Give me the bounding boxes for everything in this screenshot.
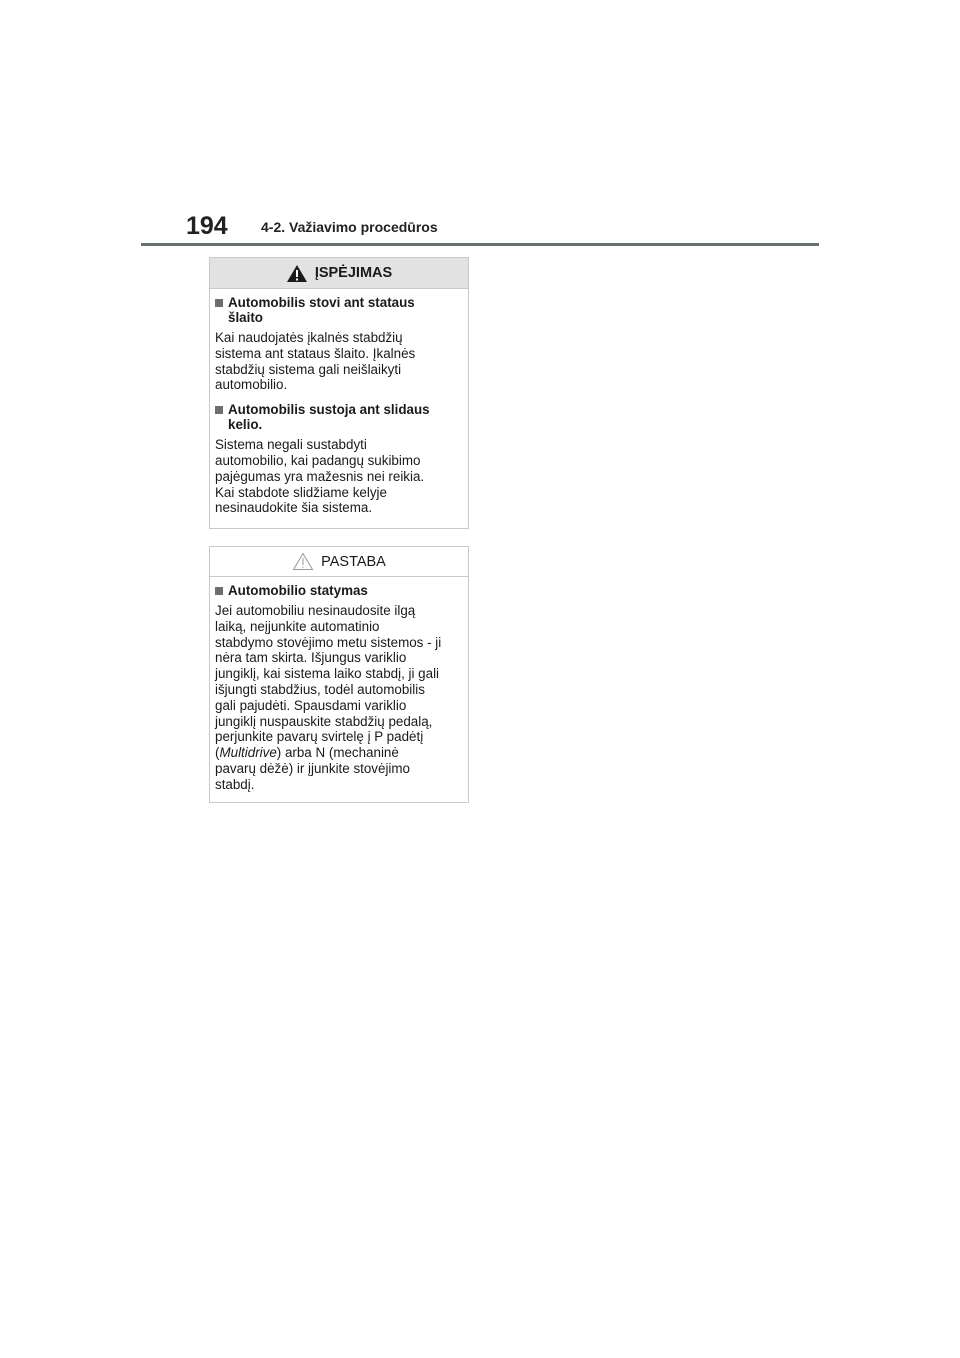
- warning-item-text: Sistema negali sustabdyti automobilio, kai padangų sukibimo pajėgumas yra mažesnis nei reikia. Kai stabdote slidžiame kelyje nesinaudokite šia sistema.: [215, 437, 425, 516]
- header-rule: [141, 243, 819, 246]
- square-bullet-icon: [215, 299, 223, 307]
- note-text-italic: Multidrive: [219, 745, 277, 761]
- warning-item-heading-text: Automobilis stovi ant stataus šlaito: [228, 295, 415, 325]
- note-header: [210, 547, 468, 577]
- section-title: 4-2. Važiavimo procedūros: [261, 219, 438, 235]
- warning-triangle-icon: [286, 264, 308, 283]
- note-text-before: Jei automobiliu nesinaudosite ilgą laiką, neįjunkite automatinio stabdymo stovėjimo metu sistemos - ji nėra tam skirta. Išjungus variklio jungiklį, kai sistema laiko stabdį, ji gali išjungti stabdžius, todėl automobilis gali pajudėti. Spausdami variklio jungiklį nuspauskite stabdžių pedalą, perjunkite pavarų svirtelę į P padėtį (: [215, 603, 442, 761]
- note-title: PASTABA: [321, 553, 386, 570]
- warning-title: ĮSPĖJIMAS: [314, 265, 393, 281]
- page-number: 194: [186, 212, 228, 240]
- warning-box: [209, 257, 469, 529]
- warning-item-heading: [215, 295, 462, 325]
- note-item-heading-text: Automobilio statymas: [228, 583, 368, 598]
- warning-item-heading: [215, 402, 462, 432]
- warning-item-text: Kai naudojatės įkalnės stabdžių sistema ant stataus šlaito. Įkalnės stabdžių sistema gali neišlaikyti automobilio.: [215, 330, 416, 393]
- note-box: [209, 546, 469, 803]
- note-item-heading: [215, 583, 462, 598]
- warning-item-heading-text: Automobilis sustoja ant slidaus kelio.: [228, 402, 430, 433]
- square-bullet-icon: [215, 587, 223, 595]
- warning-header: [210, 258, 468, 289]
- square-bullet-icon: [215, 406, 223, 414]
- note-item-text: [215, 603, 462, 793]
- note-text-after: ) arba N (mechaninė pavarų dėžė) ir įjunkite stovėjimo stabdį.: [215, 745, 410, 792]
- caution-outline-icon: [292, 552, 314, 571]
